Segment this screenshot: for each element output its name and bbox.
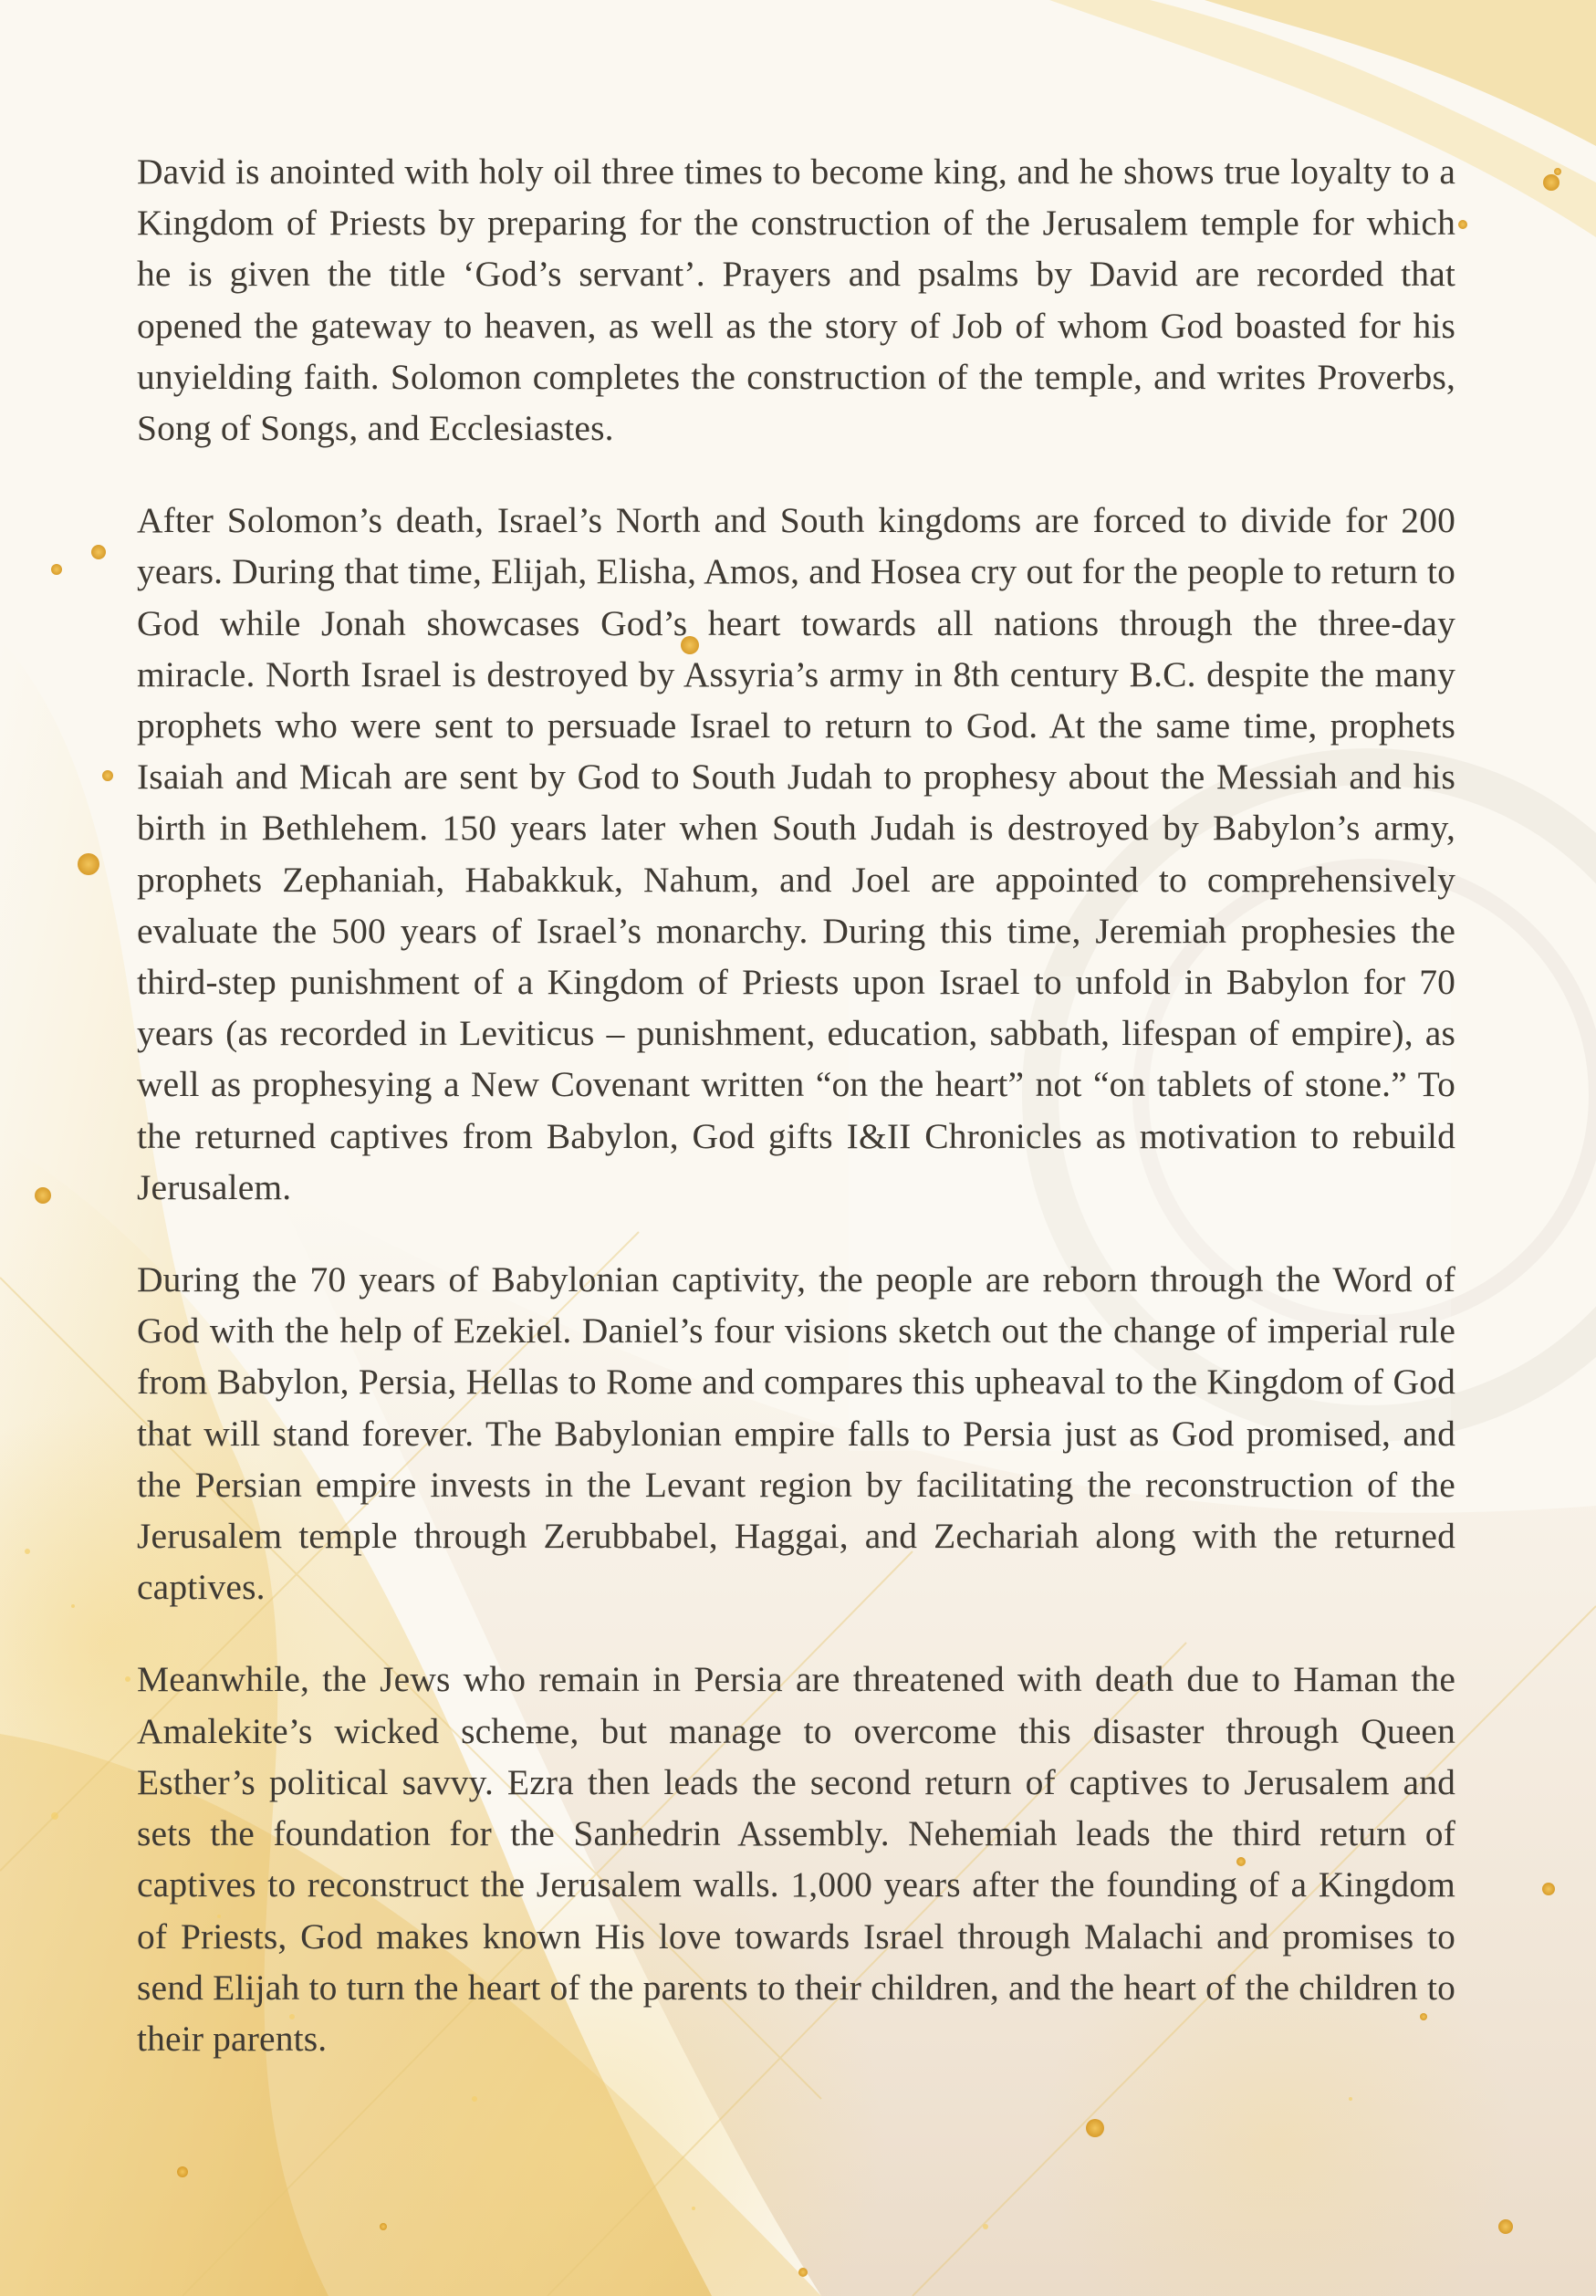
paragraph-divided-kingdom: After Solomon’s death, Israel’s North and South kingdoms are forced to divide for 200 years. During that time, Elijah, Elisha, Amos, and Hosea cry out for the people to return to God while Jonah showcases God’s heart towards all nations through the three-day miracle. North Israel is destroyed by Assyria’s army in 8th century B.C. despite the many prophets who were sent to persuade Israel to return to God. At the same time, prophets Isaiah and Micah are sent by God to South Judah to prophesy about the Messiah and his birth in Bethlehem. 150 years later when South Judah is destroyed by Babylon’s army, prophets Zephaniah, Habakkuk, Nahum, and Joel are appointed to comprehensively evaluate the 500 years of Israel’s monarchy. During this time, Jeremiah prophesies the third-step punishment of a Kingdom of Priests upon Israel to unfold in Babylon for 70 years (as recorded in Leviticus – punishment, education, sabbath, lifespan of empire), as well as prophesying a New Covenant written “on the heart” not “on tablets of stone.” To the returned captives from Babylon, God gifts I&II Chronicles as motivation to rebuild Jerusalem.	[137, 500, 1455, 1207]
document-body	[137, 146, 1455, 2105]
paragraph-persia-return: Meanwhile, the Jews who remain in Persia are threatened with death due to Haman the Amalekite’s wicked scheme, but manage to overcome this disaster through Queen Esther’s political savvy. Ezra then leads the second return of captives to Jerusalem and sets the foundation for the Sanhedrin Assembly. Nehemiah leads the third return of captives to reconstruct the Jerusalem walls. 1,000 years after the founding of a Kingdom of Priests, God makes known His love towards Israel through Malachi and promises to send Elijah to turn the heart of the parents to their children, and the heart of the children to their parents.	[137, 1659, 1455, 2059]
paragraph-babylonian-captivity: During the 70 years of Babylonian captivity, the people are reborn through the Word of God with the help of Ezekiel. Daniel’s four visions sketch out the change of imperial rule from Babylon, Persia, Hellas to Rome and compares this upheaval to the Kingdom of God that will stand forever. The Babylonian empire falls to Persia just as God promised, and the Persian empire invests in the Levant region by facilitating the reconstruction of the Jerusalem temple through Zerubbabel, Haggai, and Zechariah along with the returned captives.	[137, 1259, 1455, 1608]
paragraph-david-solomon: David is anointed with holy oil three times to become king, and he shows true loyalty to a Kingdom of Priests by preparing for the construction of the Jerusalem temple for which he is given the title ‘God’s servant’. Prayers and psalms by David are recorded that opened the gateway to heaven, as well as the story of Job of whom God boasted for his unyielding faith. Solomon completes the construction of the temple, and writes Proverbs, Song of Songs, and Ecclesiastes.	[137, 151, 1455, 449]
